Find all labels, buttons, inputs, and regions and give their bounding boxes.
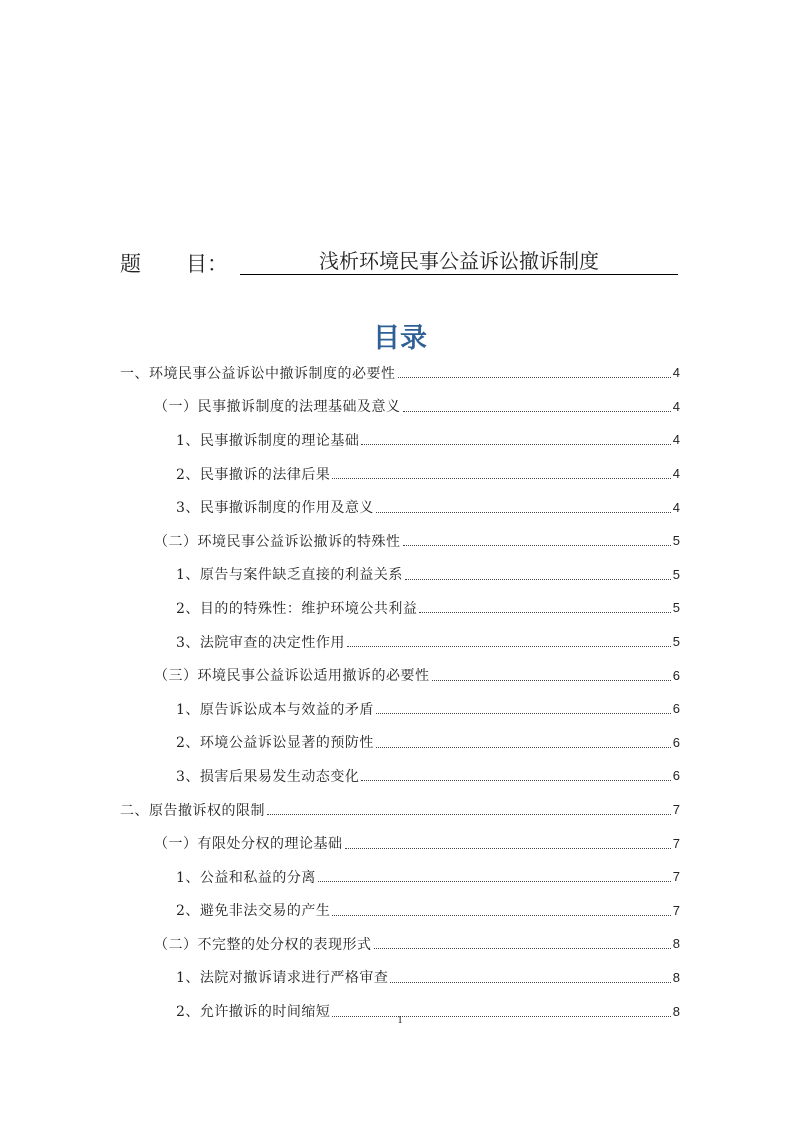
toc-entry-text: （三）环境民事公益诉讼适用撤诉的必要性 bbox=[154, 668, 430, 685]
toc-entry[interactable] bbox=[120, 658, 680, 692]
toc-dot-leader bbox=[374, 934, 671, 949]
toc-entry-text: 1、公益和私益的分离 bbox=[176, 869, 316, 886]
toc-entry-text: 1、民事撤诉制度的理论基础 bbox=[176, 432, 360, 449]
toc-entry[interactable] bbox=[120, 490, 680, 524]
toc-entry-page: 8 bbox=[672, 1003, 680, 1019]
toc-entry[interactable] bbox=[120, 558, 680, 592]
toc-entry-page: 6 bbox=[672, 667, 680, 683]
toc-dot-leader bbox=[398, 363, 671, 378]
toc-entry-text: 2、避免非法交易的产生 bbox=[176, 903, 331, 920]
toc-entry-text: （二）不完整的处分权的表现形式 bbox=[154, 936, 372, 953]
toc-entry-text: 3、民事撤诉制度的作用及意义 bbox=[176, 500, 374, 517]
toc-entry-text: 2、民事撤诉的法律后果 bbox=[176, 466, 331, 483]
toc-entry-page: 8 bbox=[672, 969, 680, 985]
toc-entry-page: 7 bbox=[672, 835, 680, 851]
toc-dot-leader bbox=[432, 666, 671, 681]
toc-entry[interactable] bbox=[120, 726, 680, 760]
toc-entry-page: 5 bbox=[672, 634, 680, 650]
toc-dot-leader bbox=[345, 834, 671, 849]
toc-entry-text: 一、环境民事公益诉讼中撤诉制度的必要性 bbox=[120, 365, 396, 382]
toc-dot-leader bbox=[419, 598, 670, 613]
toc-entry[interactable] bbox=[120, 457, 680, 491]
toc-dot-leader bbox=[403, 531, 671, 546]
title-label-char-1: 题 bbox=[120, 252, 141, 276]
toc-entry[interactable] bbox=[120, 524, 680, 558]
toc-entry-text: 2、允许撤诉的时间缩短 bbox=[176, 1004, 331, 1021]
toc-entry-page: 4 bbox=[672, 365, 680, 381]
toc-entry[interactable] bbox=[120, 423, 680, 457]
toc-entry[interactable] bbox=[120, 591, 680, 625]
document-title: 浅析环境民事公益诉讼撤诉制度 bbox=[240, 248, 678, 275]
toc-dot-leader bbox=[390, 968, 670, 983]
toc-dot-leader bbox=[361, 766, 670, 781]
toc-entry[interactable] bbox=[120, 860, 680, 894]
toc-dot-leader bbox=[332, 464, 670, 479]
toc-entry[interactable] bbox=[120, 692, 680, 726]
toc-entry-page: 4 bbox=[672, 432, 680, 448]
toc-entry-text: 2、目的的特殊性：维护环境公共利益 bbox=[176, 600, 418, 617]
toc-entry-text: 1、原告与案件缺乏直接的利益关系 bbox=[176, 567, 403, 584]
toc-entry-page: 5 bbox=[672, 566, 680, 582]
toc-dot-leader bbox=[361, 430, 670, 445]
toc-entry-page: 4 bbox=[672, 466, 680, 482]
toc-entry-page: 4 bbox=[672, 398, 680, 414]
toc-dot-leader bbox=[405, 565, 671, 580]
toc-dot-leader bbox=[267, 800, 671, 815]
toc-dot-leader bbox=[376, 498, 671, 513]
toc-entry-text: 二、原告撤诉权的限制 bbox=[120, 802, 265, 819]
toc-entry-text: 2、环境公益诉讼显著的预防性 bbox=[176, 735, 374, 752]
toc-entry[interactable] bbox=[120, 793, 680, 827]
toc-dot-leader bbox=[376, 733, 671, 748]
document-title-row bbox=[120, 248, 680, 280]
toc-entry-text: （一）民事撤诉制度的法理基础及意义 bbox=[154, 399, 401, 416]
toc-entry-page: 6 bbox=[672, 701, 680, 717]
toc-dot-leader bbox=[403, 397, 671, 412]
toc-dot-leader bbox=[318, 867, 671, 882]
toc-entry[interactable] bbox=[120, 927, 680, 961]
toc-entry-page: 6 bbox=[672, 768, 680, 784]
toc-entry-page: 6 bbox=[672, 734, 680, 750]
toc-entry-page: 7 bbox=[672, 902, 680, 918]
toc-entry[interactable] bbox=[120, 625, 680, 659]
toc-dot-leader bbox=[347, 632, 671, 647]
toc-entry-text: （一）有限处分权的理论基础 bbox=[154, 836, 343, 853]
toc-entry-text: 3、法院审查的决定性作用 bbox=[176, 634, 345, 651]
toc-entry-text: 3、损害后果易发生动态变化 bbox=[176, 768, 360, 785]
toc-dot-leader bbox=[332, 901, 670, 916]
toc-entry-page: 5 bbox=[672, 533, 680, 549]
toc-entry[interactable] bbox=[120, 390, 680, 424]
toc-entry[interactable] bbox=[120, 894, 680, 928]
toc-dot-leader bbox=[376, 699, 671, 714]
toc-entry-text: （二）环境民事公益诉讼撤诉的特殊性 bbox=[154, 533, 401, 550]
toc-entry-text: 1、法院对撤诉请求进行严格审查 bbox=[176, 970, 389, 987]
toc-entry[interactable] bbox=[120, 826, 680, 860]
toc-entry[interactable] bbox=[120, 759, 680, 793]
toc-entry-page: 7 bbox=[672, 869, 680, 885]
toc-entry[interactable] bbox=[120, 961, 680, 995]
toc-entry-text: 1、原告诉讼成本与效益的矛盾 bbox=[176, 701, 374, 718]
toc-entry-page: 5 bbox=[672, 600, 680, 616]
toc-entry[interactable] bbox=[120, 356, 680, 390]
toc-heading: 目录 bbox=[373, 323, 427, 354]
footer-page-number: 1 bbox=[397, 1014, 403, 1026]
toc-entry-page: 7 bbox=[672, 802, 680, 818]
toc-entry-page: 4 bbox=[672, 499, 680, 515]
toc-entry-page: 8 bbox=[672, 936, 680, 952]
table-of-contents bbox=[120, 356, 680, 1028]
title-label-char-2: 目： bbox=[186, 252, 228, 276]
